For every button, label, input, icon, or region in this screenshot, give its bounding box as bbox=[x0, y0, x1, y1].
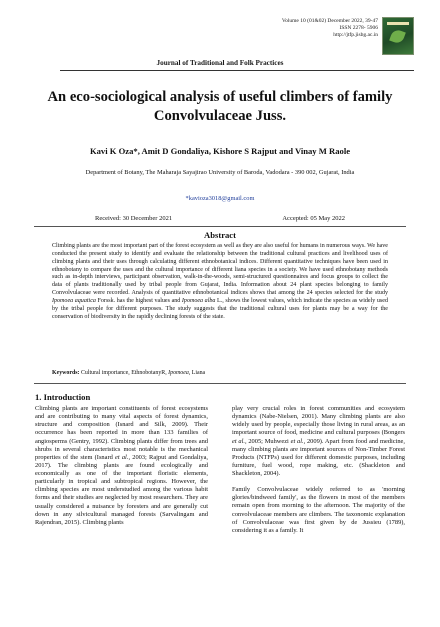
body-column-right bbox=[232, 405, 405, 620]
paragraph-text: , 2003; Rajput and Gondaliya, 2017). The climbing plants are found ecologically and economically as one of the important floristic elements, particularly in tropical and subtropical regions. However, the climbing species are most understudied among the various habit forms and their studies are neglected by most researchers. They are usually considered a nuisance by foresters and are generally cut down in any silvicultural managed forests (Sarvalingam and Rajendran, 2015). Climbing plants bbox=[35, 453, 208, 526]
abstract-text-part: Forssk. has the highest values and bbox=[95, 297, 182, 304]
species-name: Ipomoea aquatica bbox=[52, 297, 96, 304]
citation-etal: et al. bbox=[115, 453, 129, 461]
issn-line: ISSN 2278- 5906 bbox=[339, 25, 378, 32]
paper-title: An eco-sociological analysis of useful climbers of family Convolvulaceae Juss. bbox=[47, 89, 393, 124]
journal-cover-thumbnail bbox=[382, 17, 414, 55]
paragraph: Family Convolvulaceae widely referred to as 'morning glories/bindweed family', as the flowers in most of the members remain open from morning to the afternoon. The majority of the convolvulaceae members are climbers. The taxonomic explanation of Convolvulaceae was first given by de Jussieu (1789), considering it as a family. It bbox=[232, 486, 405, 534]
affiliation: Department of Botany, The Maharaja Sayajirao University of Baroda, Vadodara - 390 002, Gujarat, India bbox=[85, 169, 355, 176]
paragraph bbox=[232, 405, 405, 478]
leaf-icon bbox=[389, 28, 406, 45]
body-column-left bbox=[35, 405, 208, 620]
section-heading-introduction: 1. Introduction bbox=[35, 392, 91, 402]
author-list: Kavi K Oza*, Amit D Gondaliya, Kishore S Rajput and Vinay M Raole bbox=[89, 146, 351, 156]
keywords-divider bbox=[34, 383, 406, 384]
received-date: Received: 30 December 2021 bbox=[95, 215, 173, 222]
keyword-genus: Ipomoea bbox=[168, 370, 189, 376]
abstract-text bbox=[52, 243, 388, 321]
accepted-date: Accepted: 05 May 2022 bbox=[282, 215, 345, 222]
header-divider bbox=[60, 70, 414, 71]
species-name: Ipomoea alba bbox=[181, 297, 216, 304]
volume-line: Volume 10 (01&02) December 2022, 39-47 bbox=[281, 18, 378, 24]
citation-etal: et al. bbox=[232, 437, 245, 445]
abstract-top-divider bbox=[34, 226, 406, 227]
corresponding-email-link[interactable]: *kavioza3018@gmail.com bbox=[185, 195, 255, 202]
abstract-heading: Abstract bbox=[204, 230, 236, 240]
citation-etal: et al. bbox=[290, 437, 304, 445]
abstract-text-part: Climbing plants are the most important part of the forest ecosystem as well as they are also useful for humans in numerous ways. We have conducted the present study to identify and evaluate the relationship between the traditional cultural practices and livelihood uses of climbing plants and their uses through calculating different ethnobotanical indices. Different quantitative techniques have been used in ethnobotany to compare the uses and the cultural importance of different liana species in a society. We have used ethnobotany methods such as in-depth interviews, participant observation, walk-in-the-woods, semi-structured questionnaires and focus groups to collect the data of plants traditionally used by tribal people from Gujarat, India. Information about 24 plant species belonging to family Convolvulaceae were recorded. Analysis of quantitative ethnobotanical indices shows that among the 24 species selected for the study bbox=[52, 243, 388, 297]
keywords bbox=[52, 370, 205, 376]
keywords-label: Keywords: bbox=[52, 370, 80, 376]
paragraph-text: , 2009). Apart from food and medicine, many climbing plants are important sources of Non-Timber Forest Products (NTFPs) used for different domestic purposes, including furniture, fuel wood, rope making, etc. (Shackleton and Shackleton, 2004). bbox=[232, 437, 405, 477]
journal-name: Journal of Traditional and Folk Practices bbox=[156, 59, 284, 67]
abstract-text-part: L., shows the lowest values, which indicate the species as widely used by the tribal people for different purposes. The study suggests that the traditional cultural uses for plants may be a way for the conservation of biodiversity in the rapidly declining forests of the state. bbox=[52, 297, 388, 320]
journal-meta bbox=[282, 18, 378, 40]
paragraph-text: , 2005; Muhwezi bbox=[244, 437, 291, 445]
cover-title-bar bbox=[387, 22, 409, 25]
paragraph bbox=[35, 405, 208, 527]
paragraph-text: play very crucial roles in forest communities and ecosystem dynamics (Nabe-Nielsen, 2001). Many climbing plants are also widely used by people, especially those living in rural areas, as an important source of food, medicine and cultural purposes (Bongers bbox=[232, 405, 405, 437]
paragraph-text: Climbing plants are important constituents of forest ecosystems and are contributing to many vital aspects of forest dynamics, structure and composition (Isnard and Silk, 2009). Their occurrence has been reported in more than 133 families of angiosperms (Gentry, 1992). Climbing plants differ from trees and shrubs in several characteristics most notable is the mechanical properties of the stem (Isnard bbox=[35, 405, 208, 461]
keywords-text: Cultural importance, EthnobotanyR, bbox=[79, 370, 169, 376]
keywords-text: , Liana bbox=[188, 370, 206, 376]
url-line: http://jtfp.jisbg.ac.in bbox=[333, 32, 378, 39]
